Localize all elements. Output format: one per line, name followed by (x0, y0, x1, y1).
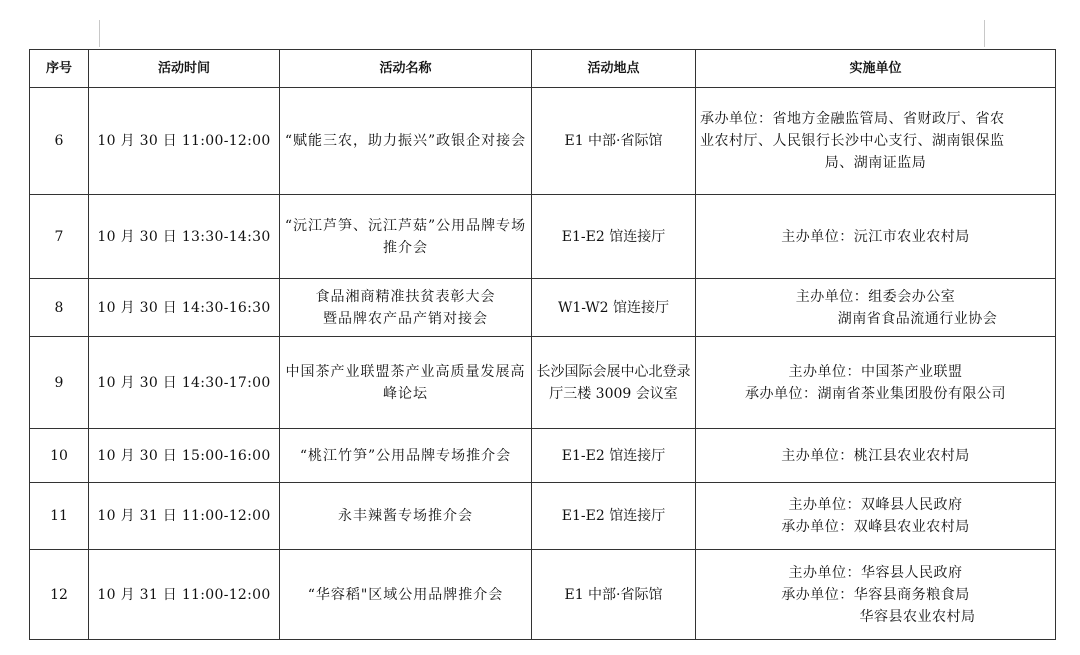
cell-place: 长沙国际会展中心北登录厅三楼 3009 会议室 (532, 337, 696, 429)
table-header-row (30, 50, 1056, 88)
cell-seq: 12 (30, 550, 89, 640)
cell-time: 10 月 31 日 11:00-12:00 (89, 483, 280, 550)
cell-unit (696, 195, 1056, 279)
unit-line: 主办单位：桃江县农业农村局 (781, 447, 970, 464)
table-row (30, 195, 1056, 279)
unit-line: 主办单位：沅江市农业农村局 (781, 228, 970, 245)
cell-name (280, 279, 532, 337)
cell-place: W1-W2 馆连接厅 (532, 279, 696, 337)
cell-name: “桃江竹笋”公用品牌专场推介会 (280, 429, 532, 483)
unit-line: 承办单位：双峰县农业农村局 (781, 519, 970, 535)
header-time: 活动时间 (89, 50, 280, 88)
table-row (30, 337, 1056, 429)
cell-time: 10 月 31 日 11:00-12:00 (89, 550, 280, 640)
cell-name: “赋能三农，助力振兴”政银企对接会 (280, 88, 532, 195)
name-line: 暨品牌农产品产销对接会 (323, 310, 488, 327)
cell-name: “华容稻"区域公用品牌推介会 (280, 550, 532, 640)
cell-seq: 11 (30, 483, 89, 550)
event-schedule-table (29, 49, 1056, 640)
name-line: 食品湘商精准扶贫表彰大会 (315, 288, 496, 305)
header-unit: 实施单位 (696, 50, 1056, 88)
cell-name: “沅江芦笋、沅江芦菇”公用品牌专场推介会 (280, 195, 532, 279)
table-row (30, 88, 1056, 195)
cell-place: E1-E2 馆连接厅 (532, 483, 696, 550)
table-row (30, 550, 1056, 640)
header-place: 活动地点 (532, 50, 696, 88)
unit-line: 华容县农业农村局 (859, 608, 976, 625)
table-row (30, 429, 1056, 483)
unit-line: 湖南省食品流通行业协会 (837, 310, 998, 327)
unit-line: 承办单位：华容县商务粮食局 (781, 586, 970, 603)
cell-place: E1 中部·省际馆 (532, 550, 696, 640)
cell-unit (696, 429, 1056, 483)
cell-unit (696, 279, 1056, 337)
crop-mark-right (984, 20, 985, 47)
header-name: 活动名称 (280, 50, 532, 88)
cell-time: 10 月 30 日 15:00-16:00 (89, 429, 280, 483)
unit-line: 承办单位：省地方金融监管局、省财政厅、省农 (700, 111, 1005, 127)
unit-line: 主办单位：组委会办公室 (795, 288, 956, 305)
cell-unit (696, 483, 1056, 550)
cell-seq: 8 (30, 279, 89, 337)
crop-mark-left (99, 20, 100, 47)
cell-seq: 6 (30, 88, 89, 195)
header-seq: 序号 (30, 50, 89, 88)
unit-line: 承办单位：湖南省茶业集团股份有限公司 (745, 385, 1006, 402)
cell-seq: 10 (30, 429, 89, 483)
unit-line: 局、湖南证监局 (824, 155, 927, 171)
cell-place: E1-E2 馆连接厅 (532, 429, 696, 483)
unit-line: 主办单位：华容县人民政府 (788, 564, 963, 581)
unit-line: 主办单位：双峰县人民政府 (788, 497, 963, 513)
cell-name: 中国茶产业联盟茶产业高质量发展高峰论坛 (280, 337, 532, 429)
table-row (30, 483, 1056, 550)
cell-seq: 7 (30, 195, 89, 279)
cell-place: E1 中部·省际馆 (532, 88, 696, 195)
cell-time: 10 月 30 日 13:30-14:30 (89, 195, 280, 279)
cell-unit (696, 337, 1056, 429)
cell-time: 10 月 30 日 14:30-17:00 (89, 337, 280, 429)
cell-seq: 9 (30, 337, 89, 429)
table-row (30, 279, 1056, 337)
cell-unit (696, 88, 1056, 195)
cell-name: 永丰辣酱专场推介会 (280, 483, 532, 550)
unit-line: 业农村厅、人民银行长沙中心支行、湖南银保监 (700, 133, 1005, 149)
cell-time: 10 月 30 日 11:00-12:00 (89, 88, 280, 195)
cell-place: E1-E2 馆连接厅 (532, 195, 696, 279)
unit-line: 主办单位：中国茶产业联盟 (788, 363, 963, 380)
cell-unit (696, 550, 1056, 640)
cell-time: 10 月 30 日 14:30-16:30 (89, 279, 280, 337)
